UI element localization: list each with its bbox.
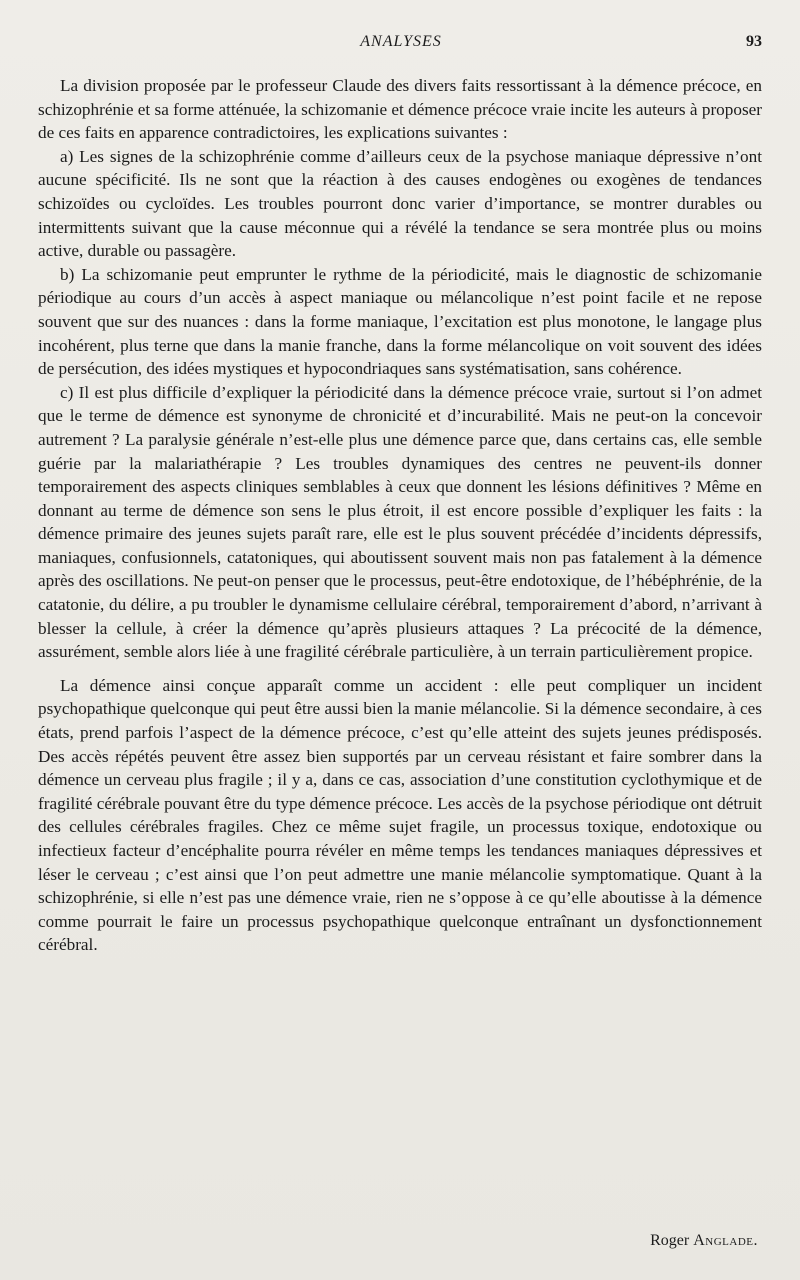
paragraph-intro: La division proposée par le professeur Claude des divers faits ressortissant à la démence précoce, en schizophrénie et sa forme atténuée, la schizomanie et démence précoce vraie incite les auteurs à proposer de ces faits en apparence contradictoires, les explications suivantes :	[38, 76, 762, 143]
author-signature	[650, 1232, 758, 1250]
paragraph-conclusion: La démence ainsi conçue apparaît comme un accident : elle peut compliquer un incident psychopathique quelconque qui peut être aussi bien la manie mélancolie. Si la démence secondaire, à ces états, prend parfois l’aspect de la démence précoce, c’est qu’elle atteint des sujets jeunes prédisposés. Des accès répétés peuvent être assez bien supportés par un cerveau résistant et faire sombrer dans la démence un cerveau plus fragile ; il y a, dans ce cas, association d’une constitution cyclothymique et de fragilité cérébrale pouvant être du type démence précoce. Les accès de la psychose périodique ont détruit des cellules cérébrales fragiles. Chez ce même sujet fragile, un processus toxique, endotoxique ou infectieux facteur d’encéphalite pourra révéler en même temps les tendances maniaques dépressives et léser le cerveau ; c’est ainsi que l’on peut admettre une manie mélancolie symptomatique. Quant à la schizophrénie, si elle n’est pas une démence vraie, rien ne s’oppose à ce qu’elle aboutisse à la démence comme pourrait le faire un processus psychopathique quelconque entraînant un dysfonctionnement cérébral.	[38, 675, 762, 955]
page-number: 93	[746, 33, 762, 50]
article-body	[38, 74, 762, 957]
author-first-name: Roger	[650, 1232, 690, 1249]
paragraph-a: a) Les signes de la schizophrénie comme d’ailleurs ceux de la psychose maniaque dépressive n’ont aucune spécificité. Ils ne sont que la réaction à des causes endogènes ou exogènes de tendances schizoïdes ou cycloïdes. Les troubles pourront donc varier d’importance, se montrer durables ou intermittents suivant que la cause méconnue qui a révélé la tendance se sera montrée plus ou moins active, durable ou passagère.	[38, 146, 762, 261]
running-title: ANALYSES	[360, 33, 442, 50]
paragraph-b: b) La schizomanie peut emprunter le rythme de la périodicité, mais le diagnostic de schizomanie périodique au cours d’un accès à aspect maniaque ou mélancolique n’est point facile et ne repose souvent que sur des nuances : dans la forme maniaque, l’excitation est plus monotone, le langage plus incohérent, plus terne que dans la manie franche, dans la forme mélancolique on voit souvent des idées de persécution, des idées mystiques et hypocondriaques sans systématisation, sans cohérence.	[38, 264, 762, 379]
author-surname: Anglade.	[693, 1232, 758, 1249]
page-header	[40, 33, 762, 57]
paragraph-c: c) Il est plus difficile d’expliquer la périodicité dans la démence précoce vraie, surtout si l’on admet que le terme de démence est synonyme de chronicité et d’incurabilité. Mais ne peut-on la concevoir autrement ? La paralysie générale n’est-elle plus une démence parce que, dans certains cas, elle semble guérie par la malariathérapie ? Les troubles dynamiques des centres ne peuvent-ils donner temporairement des aspects cliniques semblables à ceux que donnent les lésions définitives ? Même en donnant au terme de démence son sens le plus étroit, il est encore possible d’expliquer les faits : la démence primaire des jeunes sujets paraît rare, elle est le plus souvent précédée d’incidents dépressifs, maniaques, confusionnels, catatoniques, qui aboutissent souvent mais non pas fatalement à la démence après des oscillations. Ne peut-on penser que le processus, peut-être endotoxique, de l’hébéphrénie, de la catatonie, du délire, a pu troubler le dynamisme cellulaire cérébral, temporairement d’abord, n’arrivant à blesser la cellule, à créer la démence qu’après plusieurs attaques ? La précocité de la démence, assurément, semble alors liée à une fragilité cérébrale particulière, à un terrain particulièrement propice.	[38, 382, 762, 662]
